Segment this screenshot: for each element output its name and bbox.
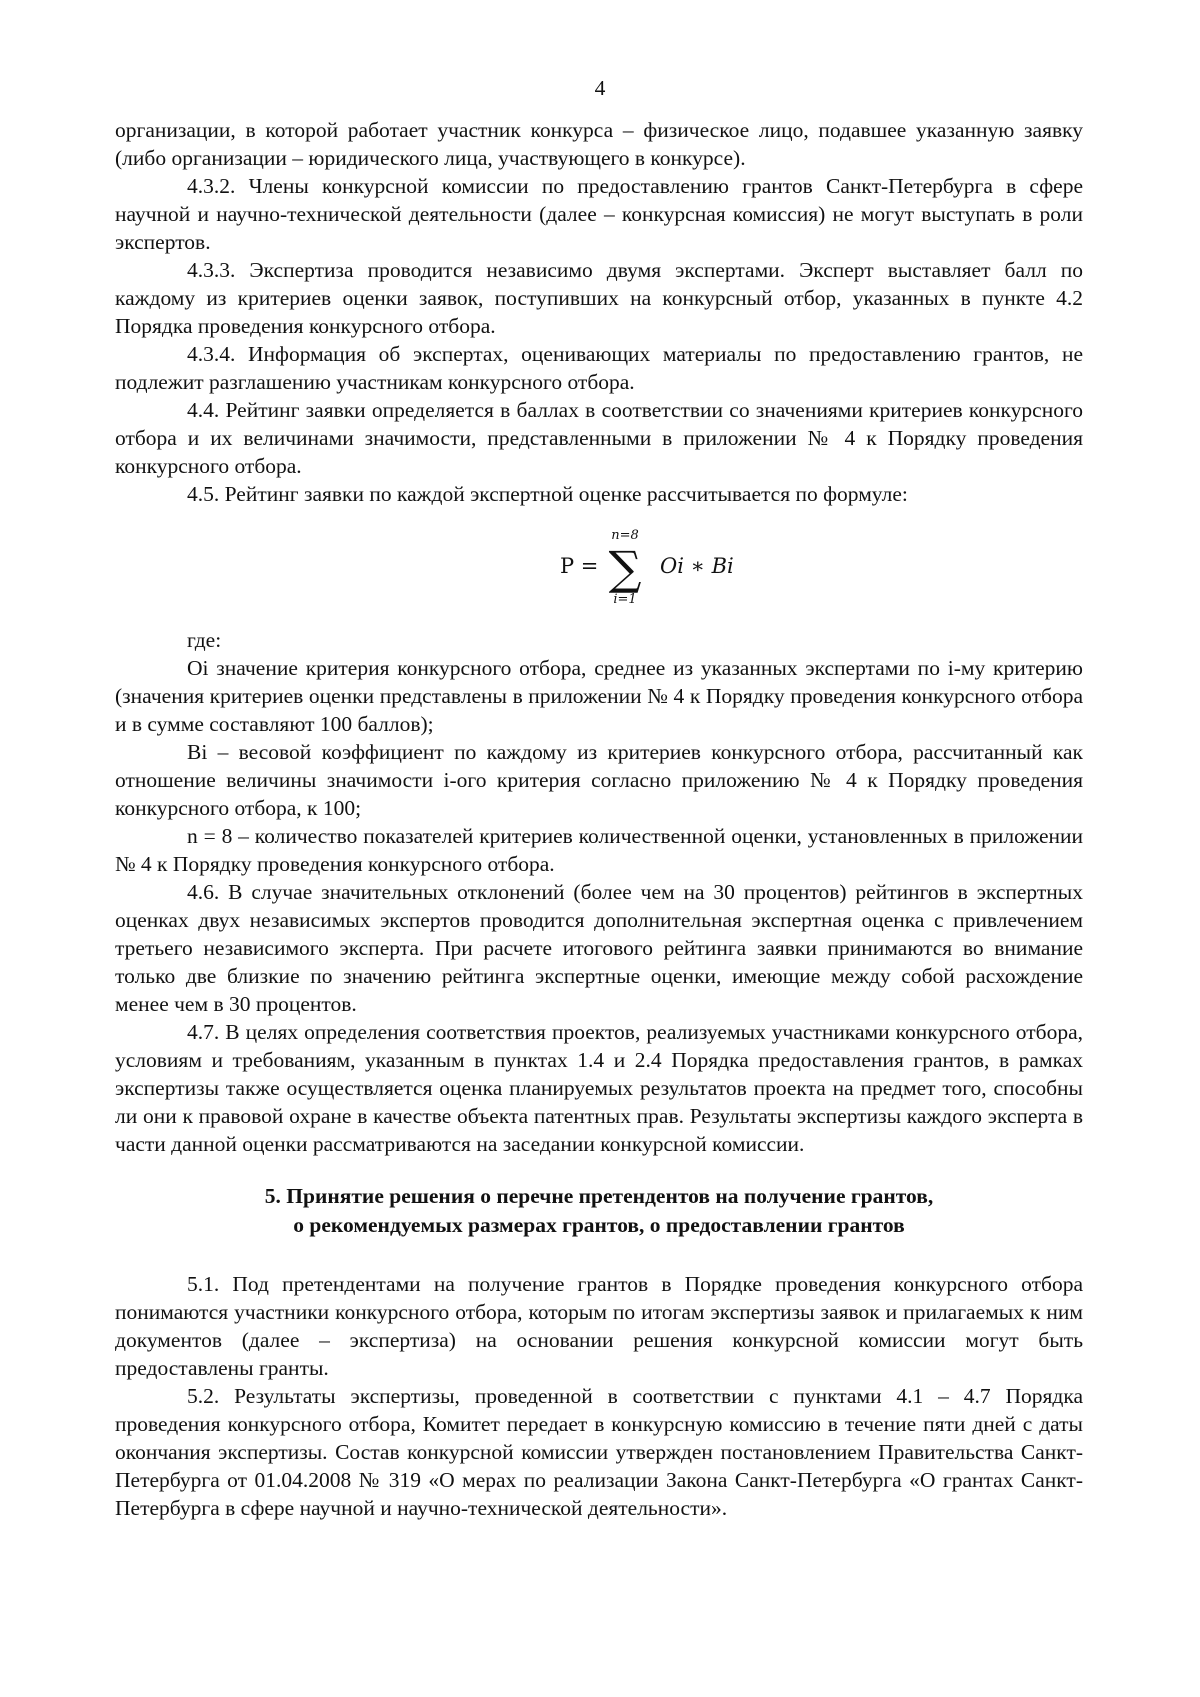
- formula-lower-limit: i=1: [613, 592, 637, 607]
- paragraph-5-1: 5.1. Под претендентами на получение грантов в Порядке проведения конкурсного отбора понимаются участники конкурсного отбора, которым по итогам экспертизы заявок и прилагаемых к ним документов (далее – экспертиза) на основании решения конкурсной комиссии могут быть предоставлены гранты.: [115, 1272, 1083, 1380]
- section-heading-line-1: 5. Принятие решения о перечне претендентов на получение грантов,: [264, 1184, 934, 1208]
- sigma-symbol: ∑: [608, 541, 642, 595]
- rating-formula: [115, 508, 1083, 626]
- paragraph-4-3-2: 4.3.2. Члены конкурсной комиссии по предоставлению грантов Санкт-Петербурга в сфере научной и научно-технической деятельности (далее – конкурсная комиссия) не могут выступать в роли экспертов.: [115, 174, 1083, 254]
- formula-operator: ∗: [690, 554, 705, 578]
- paragraph-4-5: 4.5. Рейтинг заявки по каждой экспертной оценке рассчитывается по формуле:: [187, 482, 908, 506]
- formula-sum: [600, 528, 650, 608]
- paragraph-4-3-4: 4.3.4. Информация об экспертах, оценивающих материалы по предоставлению грантов, не подлежит разглашению участникам конкурсного отбора.: [115, 342, 1083, 394]
- formula-term-o: Oi: [660, 554, 684, 578]
- paragraph-5-2: 5.2. Результаты экспертизы, проведенной в соответствии с пунктами 4.1 – 4.7 Порядка проведения конкурсного отбора, Комитет передает в конкурсную комиссию в течение пяти дней с даты окончания экспертизы. Состав конкурсной комиссии утвержден постановлением Правительства Санкт-Петербурга от 01.04.2008 № 319 «О мерах по реализации Закона Санкт-Петербурга «О грантах Санкт-Петербурга в сфере научной и научно-технической деятельности».: [115, 1384, 1083, 1520]
- definition-bi: Bi – весовой коэффициент по каждому из критериев конкурсного отбора, рассчитанный как отношение величины значимости i-ого критерия согласно приложению № 4 к Порядку проведения конкурсного отбора, к 100;: [115, 740, 1083, 820]
- where-label: где:: [187, 628, 222, 652]
- section-heading-line-2: о рекомендуемых размерах грантов, о предоставлении грантов: [293, 1213, 905, 1237]
- section-5-heading: [115, 1182, 1083, 1240]
- paragraph-4-6: 4.6. В случае значительных отклонений (более чем на 30 процентов) рейтингов в экспертных оценках двух независимых экспертов проводится дополнительная экспертная оценка с привлечением третьего независимого эксперта. При расчете итогового рейтинга заявки принимаются во внимание только две близкие по значению рейтинга экспертные оценки, имеющие между собой расхождение менее чем в 30 процентов.: [115, 880, 1083, 1016]
- paragraph-4-3-3: 4.3.3. Экспертиза проводится независимо двумя экспертами. Эксперт выставляет балл по каждому из критериев оценки заявок, поступивших на конкурсный отбор, указанных в пункте 4.2 Порядка проведения конкурсного отбора.: [115, 258, 1083, 338]
- formula-term-b: Bi: [711, 554, 734, 578]
- paragraph-4-4: 4.4. Рейтинг заявки определяется в баллах в соответствии со значениями критериев конкурсного отбора и их величинами значимости, представленными в приложении № 4 к Порядку проведения конкурсного отбора.: [115, 398, 1083, 478]
- formula-lhs: P =: [560, 554, 599, 578]
- paragraph-4-7: 4.7. В целях определения соответствия проектов, реализуемых участниками конкурсного отбора, условиям и требованиям, указанным в пунктах 1.4 и 2.4 Порядка предоставления грантов, в рамках экспертизы также осуществляется оценка планируемых результатов проекта на предмет того, способны ли они к правовой охране в качестве объекта патентных прав. Результаты экспертизы каждого эксперта в части данной оценки рассматриваются на заседании конкурсной комиссии.: [115, 1020, 1083, 1156]
- formula-rhs: [660, 552, 734, 580]
- paragraph-continuation: организации, в которой работает участник конкурса – физическое лицо, подавшее указанную заявку (либо организации – юридического лица, участвующего в конкурсе).: [115, 118, 1083, 170]
- definition-oi: Oi значение критерия конкурсного отбора, среднее из указанных экспертами по i-му критерию (значения критериев оценки представлены в приложении № 4 к Порядку проведения конкурсного отбора и в сумме составляют 100 баллов);: [115, 656, 1083, 736]
- definition-n: n = 8 – количество показателей критериев количественной оценки, установленных в приложении № 4 к Порядку проведения конкурсного отбора.: [115, 824, 1083, 876]
- page-number: 4: [594, 76, 606, 100]
- document-body: [115, 116, 1083, 1522]
- formula-upper-limit: n=8: [611, 528, 639, 543]
